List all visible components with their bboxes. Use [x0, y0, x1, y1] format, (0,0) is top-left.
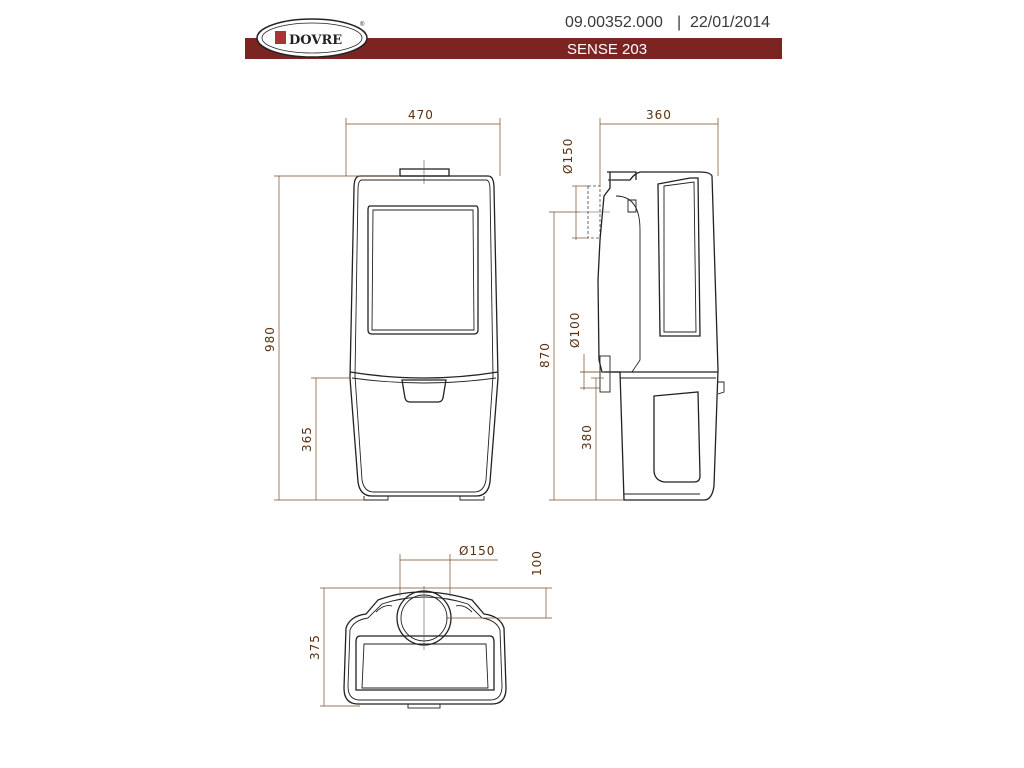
front-lower-height-label: 365 — [300, 426, 314, 452]
top-view — [308, 544, 552, 708]
total-height-label: 980 — [263, 326, 277, 352]
brand-name: DOVRE — [289, 33, 343, 48]
front-width-label: 470 — [408, 108, 434, 122]
side-view — [538, 108, 724, 500]
doc-date: 22/01/2014 — [690, 14, 771, 31]
side-depth-label: 360 — [646, 108, 672, 122]
header-separator: | — [677, 14, 682, 31]
brand-logo — [257, 19, 367, 57]
header — [245, 14, 782, 59]
top-flue-diameter-label: Ø150 — [459, 544, 496, 558]
front-view — [263, 108, 500, 500]
side-lower-height-label: 380 — [580, 424, 594, 450]
model-title: SENSE 203 — [567, 41, 648, 58]
svg-text:®: ® — [360, 22, 365, 28]
flue-axis-height-label: 870 — [538, 342, 552, 368]
top-flue-offset-label: 100 — [530, 550, 544, 576]
air-inlet-diameter-label: Ø100 — [568, 311, 582, 348]
flue-top-diameter-label: Ø150 — [561, 137, 575, 174]
doc-number: 09.00352.000 — [565, 14, 663, 31]
top-depth-label: 375 — [308, 634, 322, 660]
